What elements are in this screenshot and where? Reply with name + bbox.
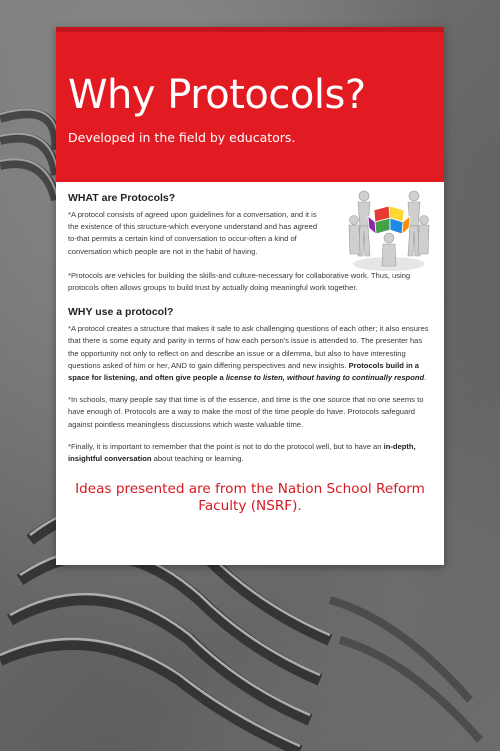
- why-section: [68, 306, 432, 465]
- page-subtitle: Developed in the field by educators.: [68, 130, 296, 145]
- why-paragraph-1-text: *A protocol creates a structure that makes it safe to ask challenging questions of each other; it also ensures that there is some equity and parity in terms of how each person's issue is attended to. The presenter has the opportunity not only to reflect on and describe an issue or a dilemma, but also to have interesting questions asked of him or her, AND to gain differing perspectives and new insights.: [68, 324, 429, 370]
- why-paragraph-1: [68, 323, 432, 384]
- content-body: [56, 182, 444, 515]
- why-paragraph-3-bold: in-depth, insightful conversation: [68, 441, 416, 464]
- why-paragraph-2: *In schools, many people say that time is of the essence, and time is the one source that no one seems to have enough of. Protocols are a way to make the most of the time people do have. Protocols safeguard against pointless meaningless discussions which waste valuable time.: [68, 395, 424, 429]
- why-paragraph-3: [68, 441, 432, 465]
- why-paragraph-1-italic: license to listen, without having to continually respond: [225, 373, 425, 383]
- what-heading: WHAT are Protocols?: [68, 192, 176, 204]
- why-heading: WHY use a protocol?: [68, 306, 174, 319]
- why-paragraph-3-end: about teaching or learning.: [151, 454, 244, 464]
- page-title: Why Protocols?: [68, 72, 366, 118]
- header-banner: [56, 27, 444, 182]
- what-paragraph-1: *A protocol consists of agreed upon guidelines for a conversation, and it is the existence of this structure-which everyone understand and has agreed to-that permits a certain kind of conversation to occur-often a kind of conversation which people are not in the habit of having.: [68, 210, 318, 256]
- why-paragraph-1-bold: Protocols build in a space for listening, and often give people a: [68, 360, 420, 383]
- poster-card: [56, 27, 444, 565]
- why-paragraph-3-text: *Finally, it is important to remember that the point is not to do the protocol well, but to have an: [68, 441, 384, 451]
- why-paragraph-1-end: .: [424, 373, 427, 383]
- people-puzzle-icon: [344, 186, 434, 276]
- closing-credit: Ideas presented are from the Nation School Reform Faculty (NSRF).: [75, 481, 425, 515]
- what-section: [68, 192, 432, 294]
- what-paragraph-2: *Protocols are vehicles for building the skills-and culture-necessary for collaborative work. Thus, using protocols often allows groups to build trust by actually doing meaningful work together.: [68, 270, 411, 293]
